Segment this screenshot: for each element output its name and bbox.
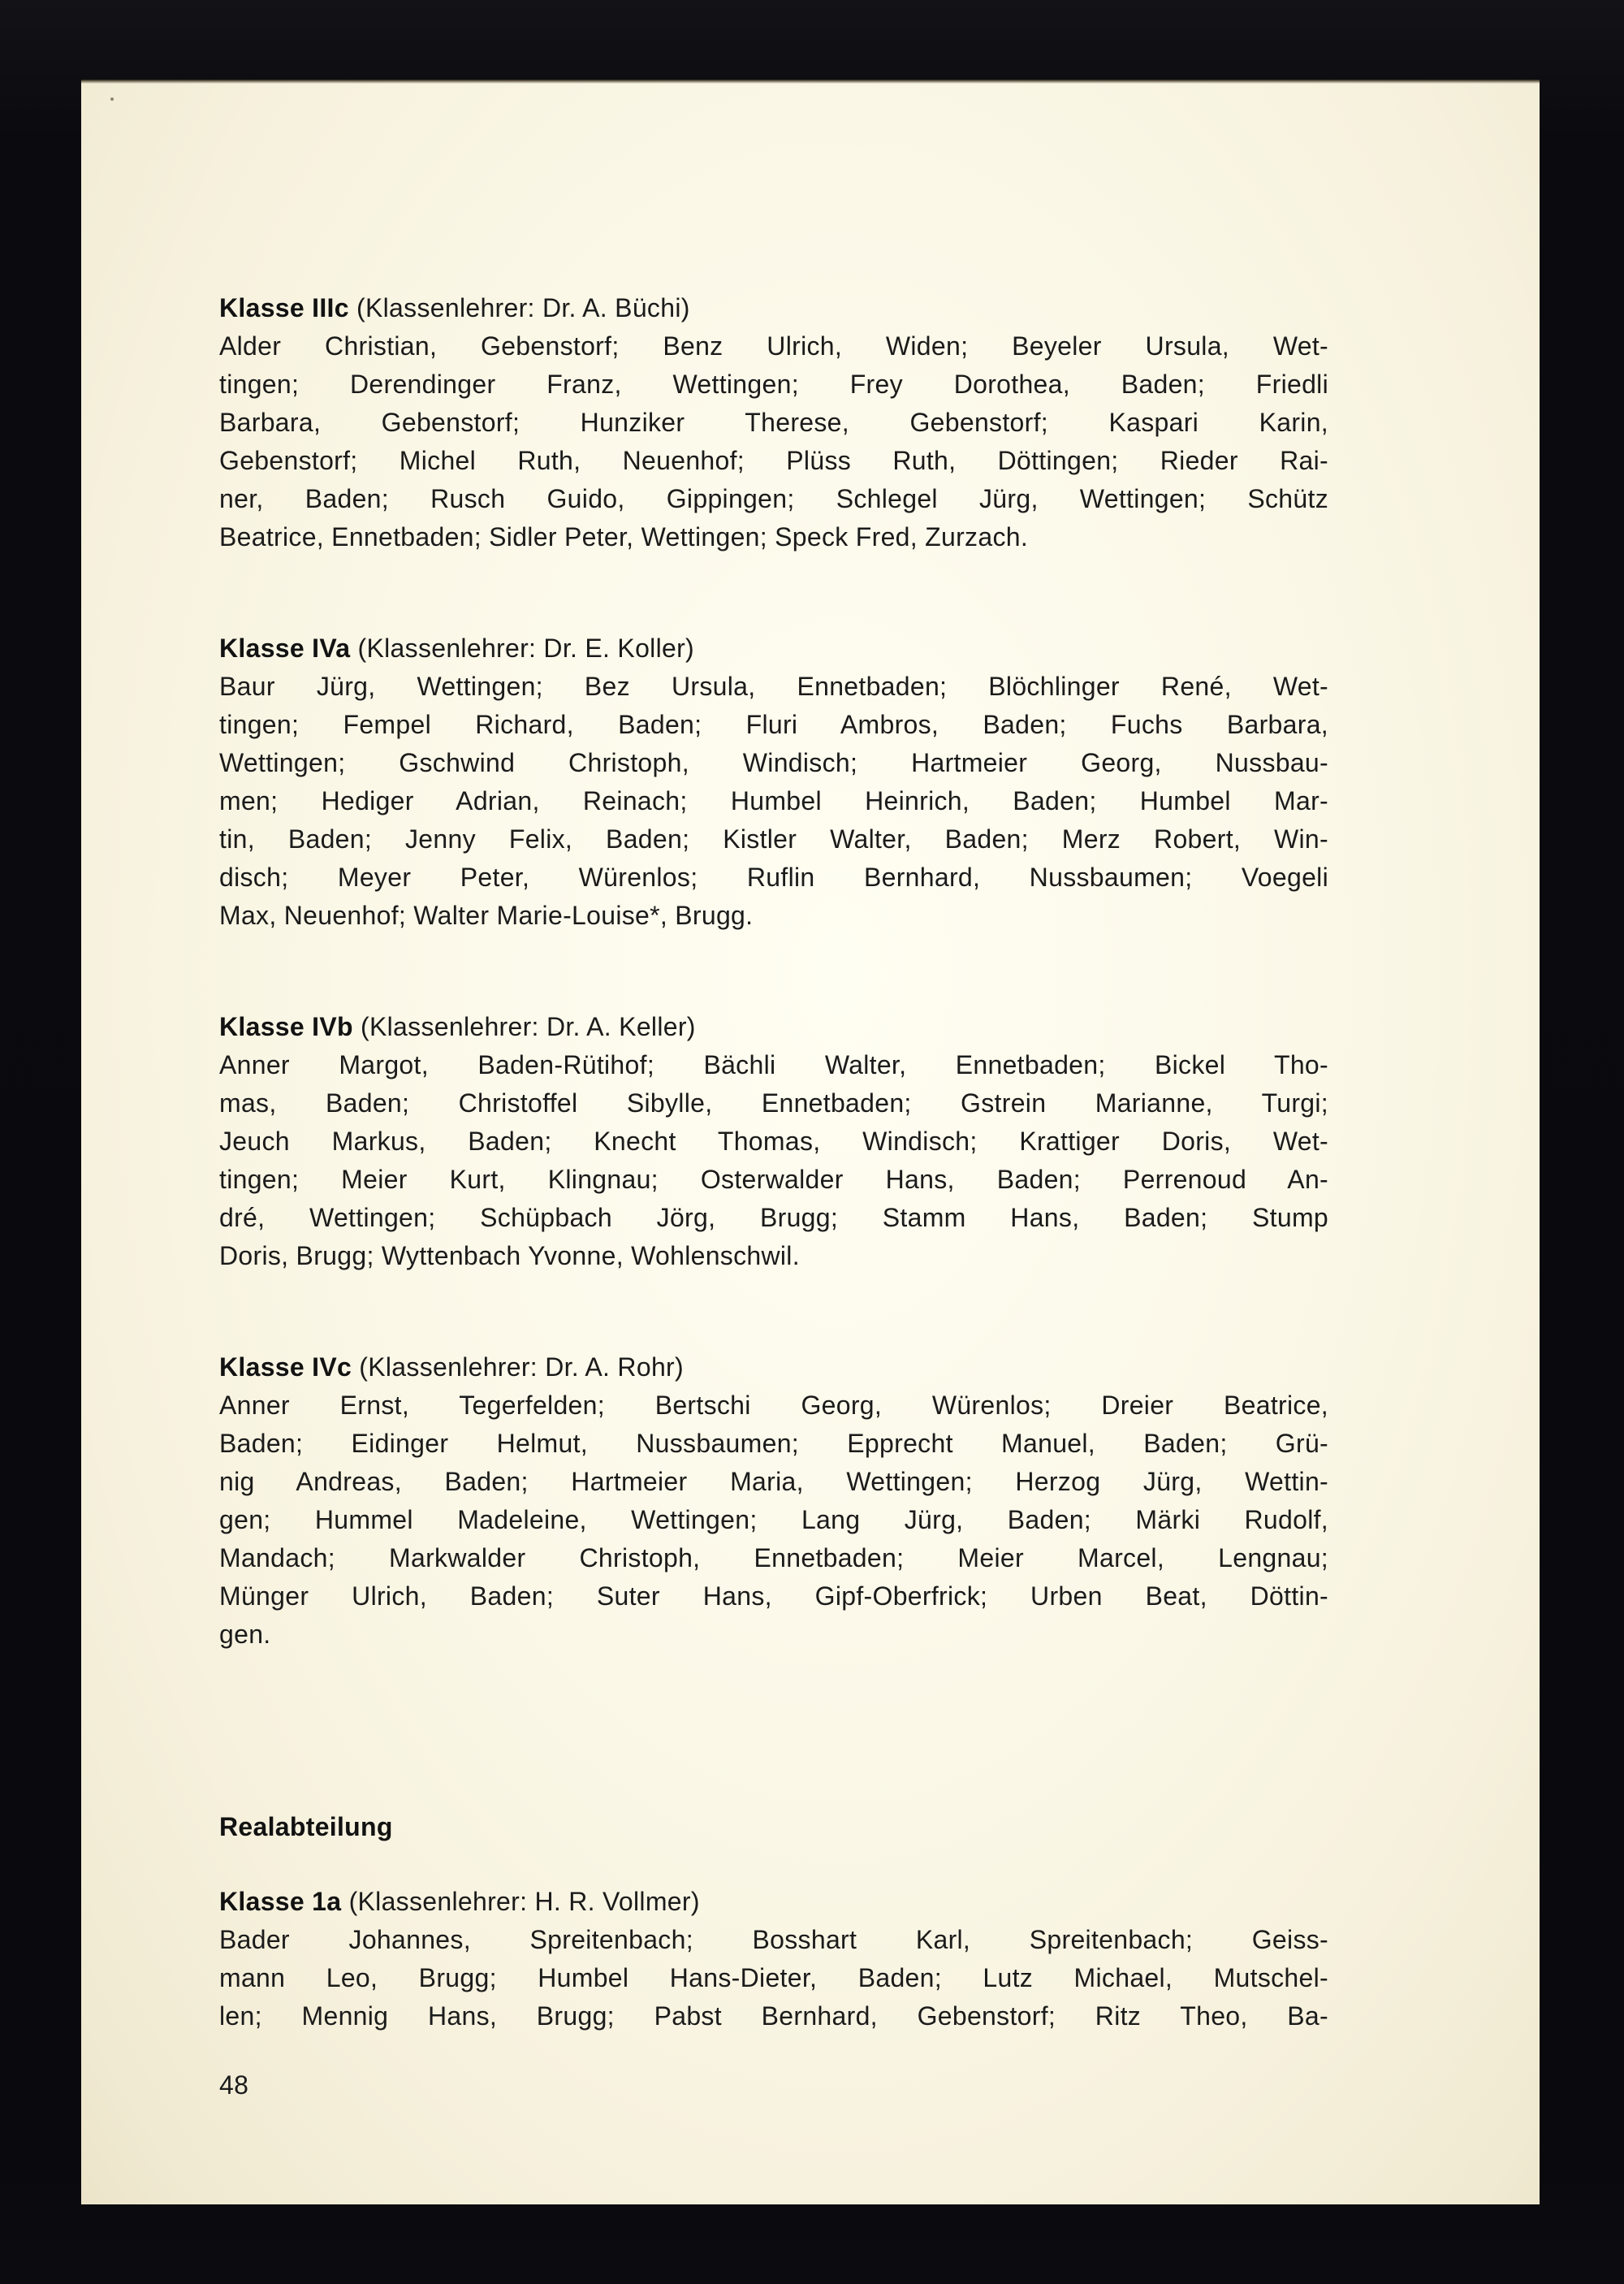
text-line: Barbara, Gebenstorf; Hunziker Therese, Gebenstorf; Kaspari Karin, [219,408,1328,437]
text-line: gen; Hummel Madeleine, Wettingen; Lang Jürg, Baden; Märki Rudolf, [219,1505,1328,1534]
text-line: dré, Wettingen; Schüpbach Jörg, Brugg; Stamm Hans, Baden; Stump [219,1203,1328,1232]
section-heading: Realabteilung [219,1812,393,1841]
text-line: mas, Baden; Christoffel Sibylle, Ennetbaden; Gstrein Marianne, Turgi; [219,1088,1328,1118]
teacher-label: (Klassenlehrer: H. R. Vollmer) [341,1887,700,1916]
text-line: len; Mennig Hans, Brugg; Pabst Bernhard, Gebenstorf; Ritz Theo, Ba- [219,2001,1328,2031]
class-block [219,1348,1328,1654]
scan-speck [110,97,114,101]
text-line: ner, Baden; Rusch Guido, Gippingen; Schlegel Jürg, Wettingen; Schütz [219,484,1328,513]
page-content [219,289,1328,2104]
teacher-label: (Klassenlehrer: Dr. A. Büchi) [348,293,690,322]
text-line: Gebenstorf; Michel Ruth, Neuenhof; Plüss Ruth, Döttingen; Rieder Rai- [219,446,1328,475]
text-line: nig Andreas, Baden; Hartmeier Maria, Wettingen; Herzog Jürg, Wettin- [219,1467,1328,1496]
page-sheet [81,80,1540,2204]
text-line: tingen; Meier Kurt, Klingnau; Osterwalder Hans, Baden; Perrenoud An- [219,1165,1328,1194]
text-line: mann Leo, Brugg; Humbel Hans-Dieter, Baden; Lutz Michael, Mutschel- [219,1963,1328,1992]
class-block [219,289,1328,556]
text-line: Beatrice, Ennetbaden; Sidler Peter, Wettingen; Speck Fred, Zurzach. [219,522,1029,552]
class-name: Klasse IVb [219,1012,353,1041]
text-line: tin, Baden; Jenny Felix, Baden; Kistler Walter, Baden; Merz Robert, Win- [219,824,1328,854]
text-line: Anner Margot, Baden-Rütihof; Bächli Walter, Ennetbaden; Bickel Tho- [219,1050,1328,1079]
teacher-label: (Klassenlehrer: Dr. E. Koller) [350,634,695,663]
text-line: Jeuch Markus, Baden; Knecht Thomas, Windisch; Krattiger Doris, Wet- [219,1127,1328,1156]
text-line: Max, Neuenhof; Walter Marie-Louise*, Brugg. [219,901,754,930]
class-name: Klasse IVa [219,634,351,663]
text-line: Baden; Eidinger Helmut, Nussbaumen; Epprecht Manuel, Baden; Grü- [219,1429,1328,1458]
text-line: Bader Johannes, Spreitenbach; Bosshart Karl, Spreitenbach; Geiss- [219,1925,1328,1954]
teacher-label: (Klassenlehrer: Dr. A. Keller) [352,1012,696,1041]
text-line: tingen; Fempel Richard, Baden; Fluri Ambros, Baden; Fuchs Barbara, [219,710,1328,739]
text-line: Münger Ulrich, Baden; Suter Hans, Gipf-Oberfrick; Urben Beat, Döttin- [219,1581,1328,1611]
class-heading [219,1348,1328,1386]
teacher-label: (Klassenlehrer: Dr. A. Rohr) [352,1352,684,1382]
class-name: Klasse IVc [219,1352,352,1382]
class-heading [219,1008,1328,1046]
class-block [219,1008,1328,1275]
text-line: Baur Jürg, Wettingen; Bez Ursula, Ennetbaden; Blöchlinger René, Wet- [219,672,1328,701]
text-line: Anner Ernst, Tegerfelden; Bertschi Georg, Würenlos; Dreier Beatrice, [219,1391,1328,1420]
text-line: Wettingen; Gschwind Christoph, Windisch; Hartmeier Georg, Nussbau- [219,748,1328,777]
text-line: tingen; Derendinger Franz, Wettingen; Frey Dorothea, Baden; Friedli [219,370,1328,399]
class-heading [219,289,1328,327]
text-line: Mandach; Markwalder Christoph, Ennetbaden; Meier Marcel, Lengnau; [219,1543,1328,1572]
class-name: Klasse IIIc [219,293,349,322]
class-name: Klasse 1a [219,1887,342,1916]
class-block [219,629,1328,935]
text-line: men; Hediger Adrian, Reinach; Humbel Heinrich, Baden; Humbel Mar- [219,786,1328,815]
text-line: gen. [219,1620,271,1649]
text-line: Doris, Brugg; Wyttenbach Yvonne, Wohlenschwil. [219,1241,800,1270]
page-number: 48 [219,2070,249,2100]
class-block [219,1883,1328,2035]
text-line: Alder Christian, Gebenstorf; Benz Ulrich, Widen; Beyeler Ursula, Wet- [219,331,1328,361]
class-heading [219,629,1328,668]
class-heading [219,1883,1328,1921]
text-line: disch; Meyer Peter, Würenlos; Ruflin Bernhard, Nussbaumen; Voegeli [219,863,1328,892]
